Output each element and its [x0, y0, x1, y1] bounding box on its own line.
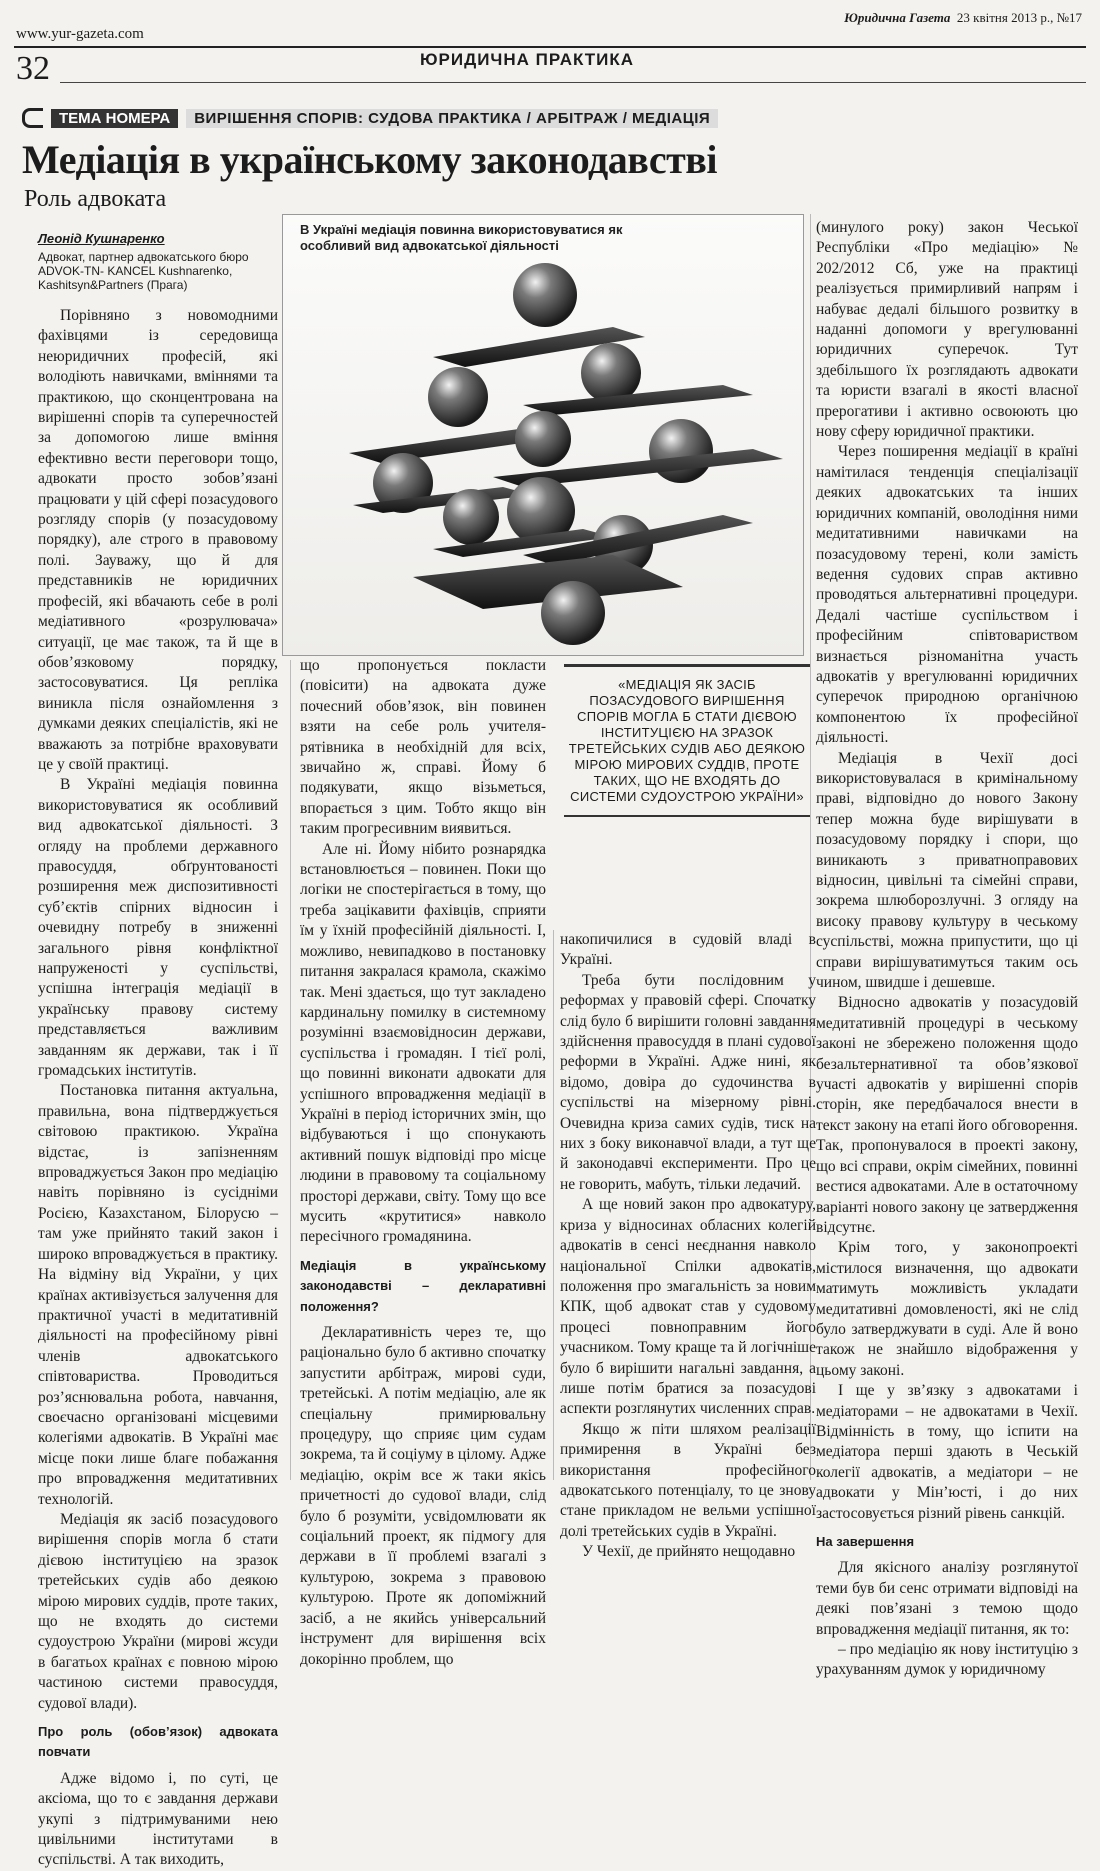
paragraph: Постановка питання актуальна, правильна, вона підтверджується світовою практикою. Україна відстає, із запізненням впроваджується Закон про медіацію навіть порівняно із сусідніми Росією, Казахстаном, Білорусю – там уже прийнято такий закон і широко впроваджується в практику. На відміну від України, у цих країнах активізується залучення для практичної участі в медитативній діяльності на професійному рівні членів адвокатського співтовариства. Проводиться роз’яснювальна робота, навчання, своєчасно організовані місцевими колегіями адвокатів. В Україні має місце поки лише благе побажання про впровадження медитативних технологій.: [38, 1082, 278, 1508]
paragraph: Якщо ж піти шляхом реалізації примирення в Україні без використання професійного адвокатського потенціалу, то це знову стане прикладом не вельми успішної долі третейських судів в Україні.: [560, 1420, 816, 1540]
paragraph: Для якісного аналізу розглянутої теми був би сенс отримати відповіді на деякі пов’язані з темою щодо впровадження медіації питання, як то:: [816, 1559, 1078, 1638]
balance-spheres-illustration: [283, 215, 803, 655]
column-divider: [290, 660, 291, 1480]
site-url: www.yur-gazeta.com: [16, 26, 144, 42]
paragraph: А ще новий закон про адвокатуру, криза у відносинах обласних колегій адвокатів в сенсі неєднання навколо національної Спілки адвокатів, положення про змагальність за новим КПК, щоб адвокат став у судовому процесі повноправним його учасником. Тому краще та й логічніше було б вирішити нагальні завдання, а лише потім братися за позасудові аспекти розглянутих численних справ.: [560, 1196, 816, 1418]
author-role: Адвокат, партнер адвокатського бюро ADVOK-TN- KANCEL Kushnarenko, Kashitsyn&Partners (Прага): [38, 250, 249, 292]
author-name: Леонід Кушнаренко: [38, 231, 165, 246]
section-title: ЮРИДИЧНА ПРАКТИКА: [420, 50, 635, 69]
sphere-stack: [349, 263, 783, 645]
article-title: Медіація в українському законодавстві: [22, 137, 717, 182]
page-number: 32: [16, 50, 50, 87]
paragraph: І ще у зв’язку з адвокатами і медіаторами – не адвокатами в Чехії. Відмінність в тому, що іспити на медіатора перші здають в Чеській колегії адвокатів, а медіатори – не адвокати у Мін’юсті, і до них застосовується різний рівень санкцій.: [816, 1382, 1078, 1522]
article-column-1: [38, 306, 278, 1871]
image-caption: В Україні медіація повинна використовуватися як особливий вид адвокатської діяльності: [300, 222, 623, 253]
issue-date: 23 квітня 2013 р., №17: [956, 10, 1082, 25]
paragraph: накопичилися в судовій владі в Україні.: [560, 931, 816, 969]
article-image: [282, 214, 804, 656]
paragraph: (минулого року) закон Чеської Республіки «Про медіацію» № 202/2012 Сб, уже на практиці реалізується примирливий напрям і набуває дедалі більшого розвитку в наданні допомоги у врегулюванні юридичних суперечок. Тут здебільшого їх розглядають адвокати та юристи взагалі в якості власної прерогативи і активно освоюють цю нову сферу юридичної практики.: [816, 219, 1078, 441]
article-column-3: [560, 930, 816, 1563]
paragraph: що пропонується покласти (повісити) на адвоката дуже почесний обов’язок, він повинен взяти на себе роль учителя-рятівника в необхідній для всіх, звичайно ж, справі. Йому б подякувати, якщо візьметься, впорається з цим. Тобто якщо він таким прогресивним виявиться.: [300, 657, 546, 838]
article-column-2: [300, 656, 546, 1670]
paragraph: Крім того, у законопроекті містилося визначення, що адвокати матимуть можливість укладати медитативні домовленості, які не слід було затверджувати в суді. Але й воно також не знайшло відображення у цьому законі.: [816, 1239, 1078, 1379]
topic-label: ВИРІШЕННЯ СПОРІВ: СУДОВА ПРАКТИКА / АРБІТРАЖ / МЕДІАЦІЯ: [186, 109, 718, 128]
subheading: На завершення: [816, 1534, 915, 1549]
paper-name: Юридична Газета: [844, 10, 951, 25]
paragraph: У Чехії, де прийнято нещодавно: [582, 1543, 796, 1561]
paragraph: В Україні медіація повинна використовуватися як особливий вид адвокатської діяльності. З огляду на проблеми державного правосуддя, обґрунтованості розширення меж диспозитивності суб’єктів спірних відносин і очевидну потребу в зниженні загального рівня конфліктної напруженості у суспільстві, успішна інтеграція медіації в українську правову систему представляється важливим завданням як держави, так і її громадських інститутів.: [38, 776, 278, 1080]
topic-tag: ТЕМА НОМЕРА: [51, 109, 178, 128]
paragraph: – про медіацію як нову інституцію з урахуванням думок у юридичному: [816, 1641, 1078, 1679]
author-block: [38, 232, 278, 292]
header-rule: [14, 46, 1086, 48]
paragraph: Треба бути послідовним у реформах у правовій сфері. Спочатку слід було б вирішити головні завдання здійснення правосуддя в плані судової реформи в Україні. Адже нині, як відомо, довіра до судочинства в суспільстві на мізерному рівні. Очевидна криза самих судів, тиск на них з боку виконавчої влади, а тут ще й законодавчі експерименти. Про це не говорить, мабуть, тільки ледачий.: [560, 971, 816, 1193]
paper-masthead: [844, 10, 1082, 26]
paragraph: Медіація як засіб позасудового вирішення спорів могла б стати дієвою інституцією на зразок третейських судів або деякою мірою мирових суддів, проте таких, що не входять до системи судоустрою України (мирові жсуди в багатьох країнах є повною мірою частиною системи правосуддя, судової влади).: [38, 1510, 278, 1712]
paragraph: Через поширення медіації в країні намітилася тенденція спеціалізації деяких адвокатських та інших юридичних компаній, оволодіння ними медитативними навичками на позасудовому терені, коли замість ведення судових справ активно проводяться альтернативні процедури. Дедалі частіше суспільством і професійним співтовариством визнається різноманітна участь адвокатів у врегулюванні юридичних суперечок природною органічною компонентою їх професійної діяльності.: [816, 443, 1078, 747]
column-divider: [553, 930, 554, 1480]
paragraph: Адже відомо і, по суті, це аксіома, що то є завдання держави укупі з підтримуваними нею цивільними інститутами в суспільстві. А так виходить,: [38, 1769, 278, 1869]
section-rule: [60, 82, 1086, 83]
article-column-4: [816, 218, 1078, 1681]
paragraph: Декларативність через те, що раціонально було б активно спочатку запустити арбітраж, мирові суди, третейські. А потім медіацію, але як спеціальну примирювальну процедуру, що сприяє цим судам зокрема, та й соціуму в цілому. Адже медіацію, окрім все ж таки якісь причетності до судової влади, слід було б розуміти, усвідомлювати як соціальний проект, як підмогу для держави в її проблемі взагалі з культурою, зокрема з правовою культурою. Проте як допоміжний засіб, а не якийсь універсальний інструмент для вирішення всіх докорінно проблем, що: [300, 1324, 546, 1668]
article-subtitle: Роль адвоката: [24, 186, 167, 212]
paragraph: Відносно адвокатів у позасудовій медитативній процедурі в чеському законі не збережено положення щодо безальтернативної та обов’язкової участі адвокатів у вирішенні спорів сторін, яке передбачалося внести в текст закону на етапі його обговорення. Так, пропонувалося в проекті закону, що всі справи, окрім сімейних, повинні вестися адвокатами. Але в остаточному варіанті нового закону це затвердження відсутнє.: [816, 994, 1078, 1236]
bleed-through-area: [816, 104, 1078, 214]
pull-quote: «МЕДІАЦІЯ ЯК ЗАСІБ ПОЗАСУДОВОГО ВИРІШЕННЯ СПОРІВ МОГЛА Б СТАТИ ДІЄВОЮ ІНСТИТУЦІЄЮ НА ЗРАЗОК ТРЕТЕЙСЬКИХ СУДІВ АБО ДЕЯКОЮ МІРОЮ МИРОВИХ СУДДІВ, ПРОТЕ ТАКИХ, ЩО НЕ ВХОДЯТЬ ДО СИСТЕМИ СУДОУСТРОЮ УКРАЇНИ»: [564, 664, 810, 817]
subheading: Про роль (обов’язок) адвоката повчати: [38, 1724, 278, 1760]
paragraph: Медіація в Чехії досі використовувалася в кримінальному праві, відповідно до нового Закону тепер можна буде вирішувати в позасудовому порядку і спори, що виникають з приватноправових відносин, цивільні та сімейні справи, зокрема шлюборозлучні. З огляду на високу правову культуру в чеському суспільстві, можна припустити, що ці справи вирішуватимуться таким ось чином, швидше і дешевше.: [816, 749, 1078, 992]
subheading: Медіація в українському законодавстві – декларативні положення?: [300, 1257, 546, 1314]
paragraph: Порівняно з новомодними фахівцями із середовища неюридичних професій, які володіють навичками, вміннями та практикою, що сконцентрована на вирішенні спорів та суперечностей за допомогою лише вміння ефективно вести переговори тощо, адвокати просто зобов’язані працювати у цій сфері позасудового розгляду спорів (у позасудовому порядку), але строго в правовому полі. Зауважу, що й для представників не юридичних професій, які вбачають себе в ролі медіативного «розрулювача» ситуації, це має також, та й ще в обов’язковому порядку, застосовуватися. Ця репліка виникла після ознайомлення з думками деяких спеціалістів, які не вважають за потрібне враховувати це у своїй практиці.: [38, 307, 278, 773]
paragraph: Але ні. Йому нібито рознарядка встановлюється – повинен. Поки що логіки не спостерігається в тому, що треба зацікавити фахівців, сприяти їм у їхній професійній діяльності. І, можливо, невипадково в постановку питання закралася крамола, скажімо так. Мені здається, що тут закладено кардинальну помилку в системному розумінні взаємовідносин держави, суспільства і громадян. І тієї ролі, що повинні виконати адвокати для успішного впровадження медіації в Україні в період історичних змін, що відбуваються і що спонукають активний пошук відповіді про місце людини в правовому та соціальному просторі держави, світу. Тому що все мусить «крутитися» навколо пересічного громадянина.: [300, 840, 546, 1246]
arrow-icon: [22, 108, 43, 128]
